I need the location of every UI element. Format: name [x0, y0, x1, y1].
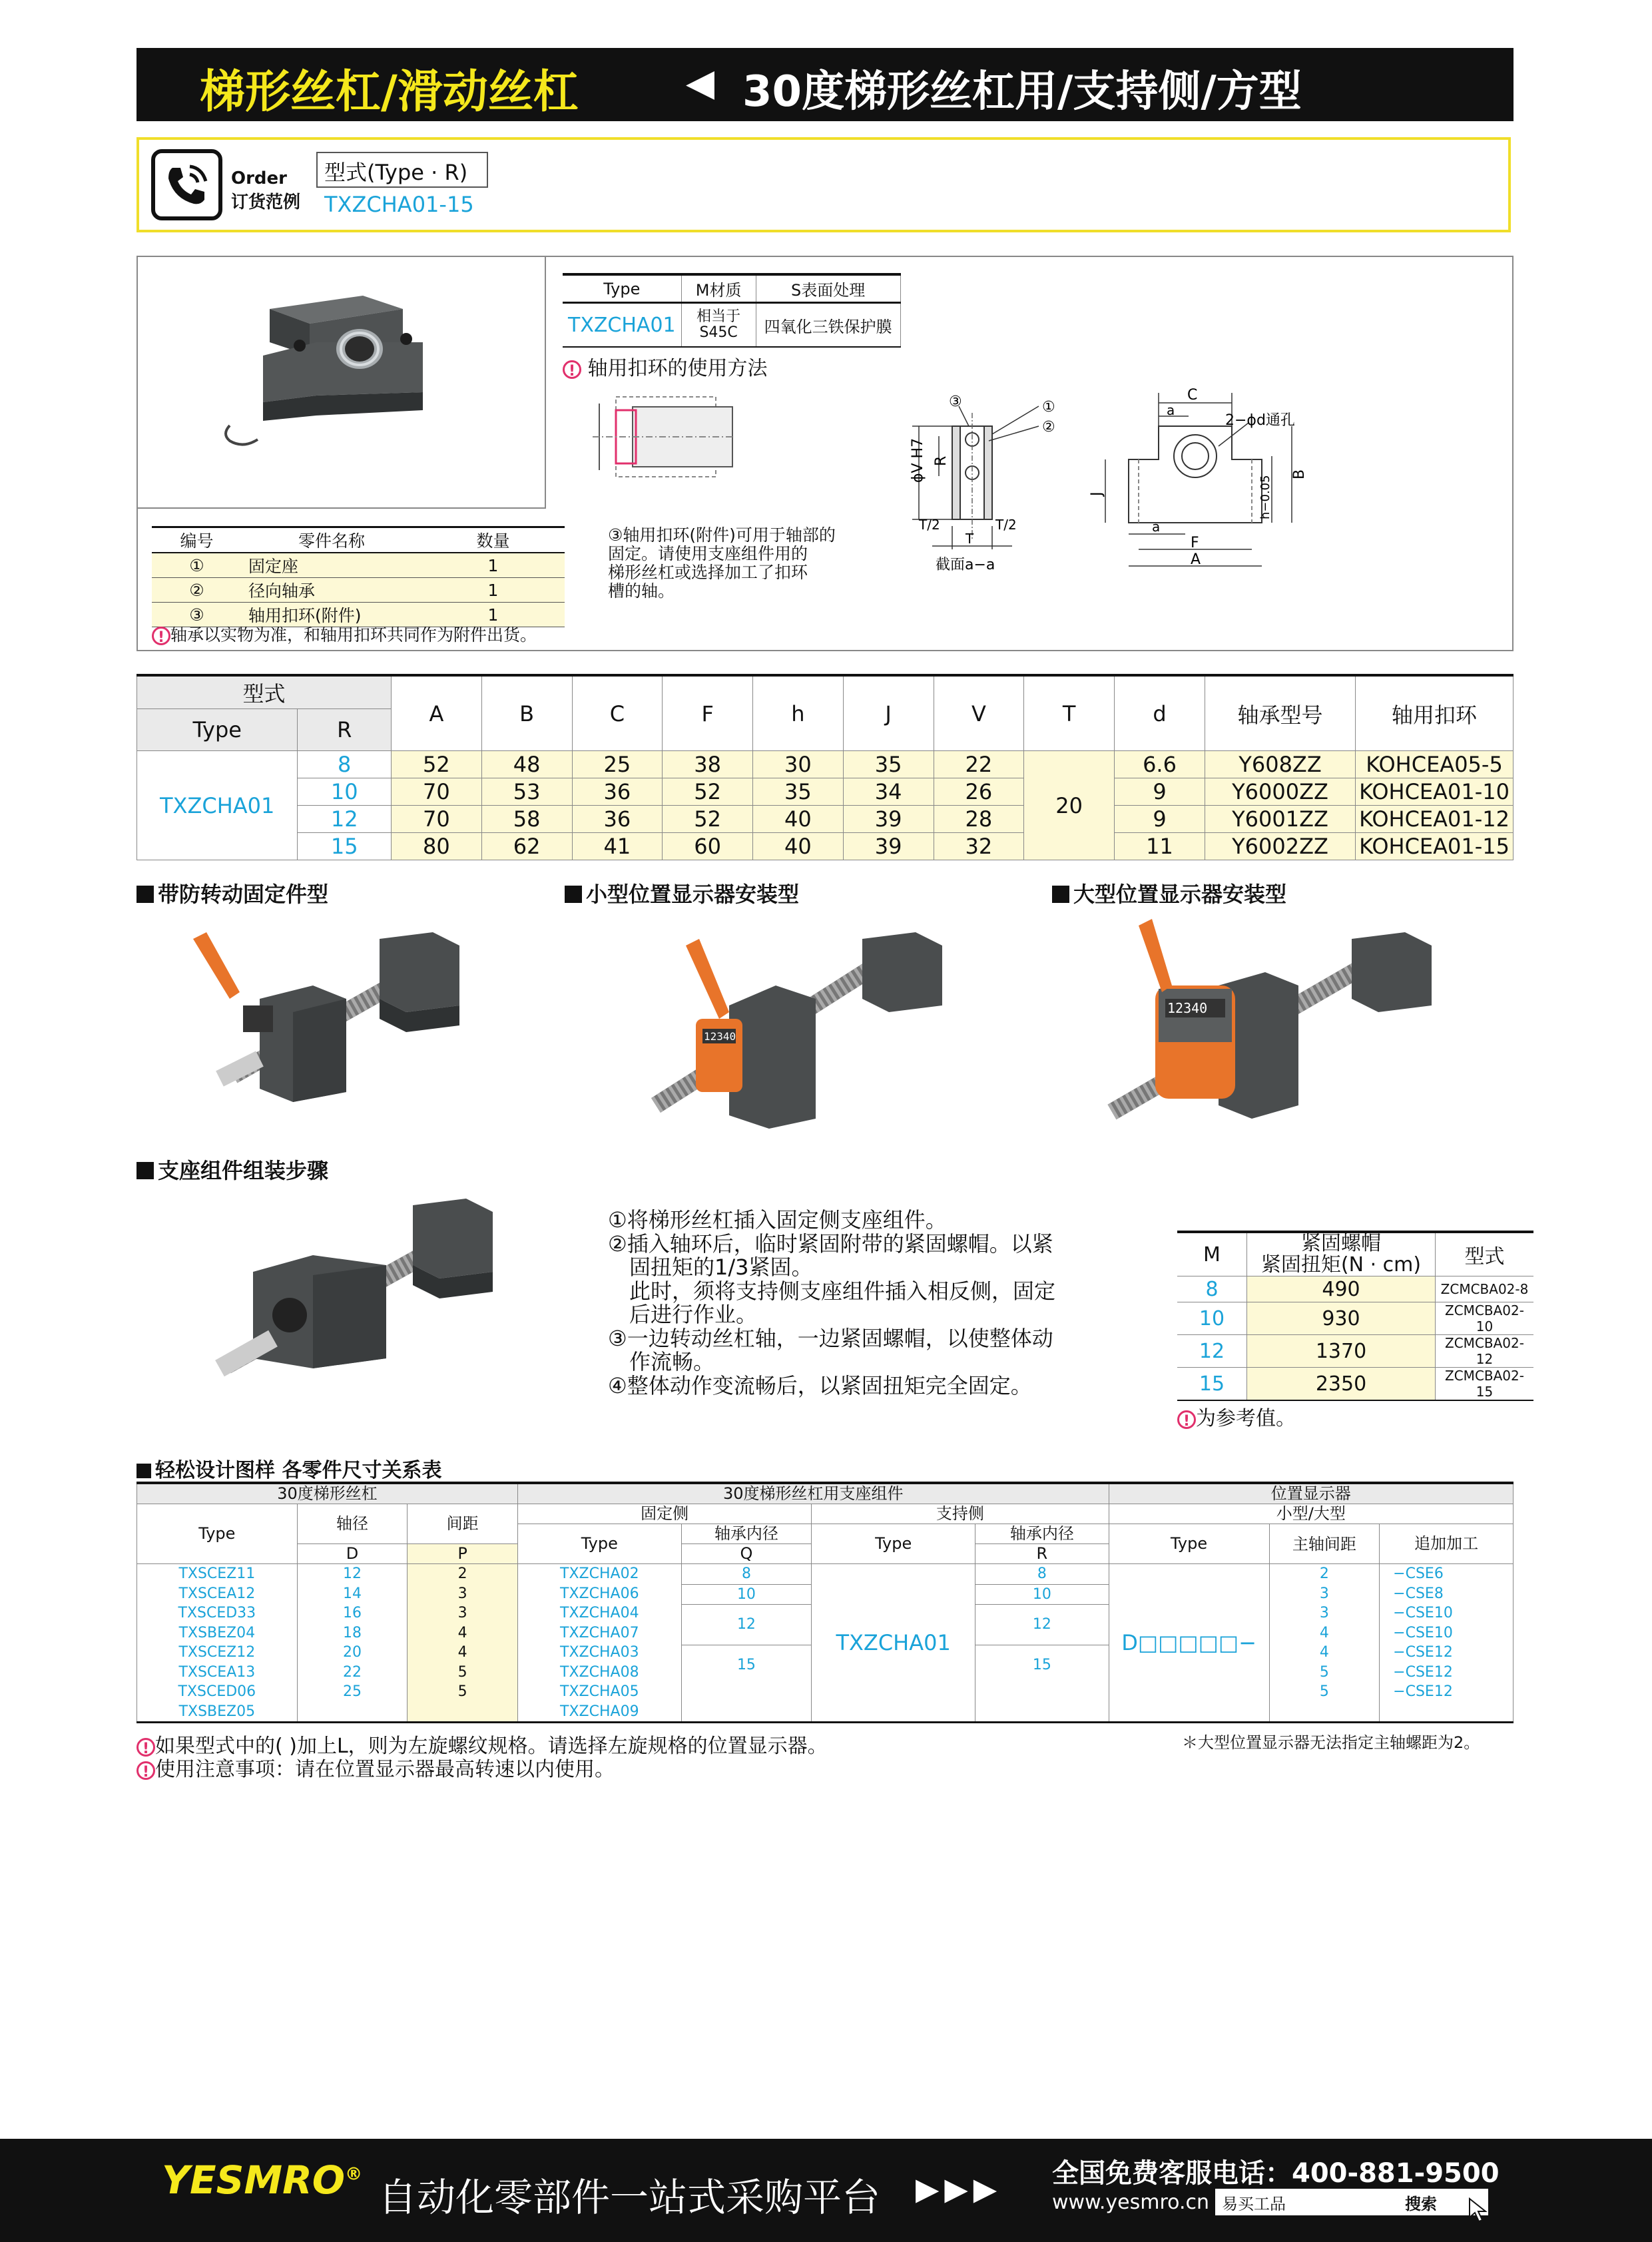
- table-row: TXZCHA01 8 52 48 25 38 30 35 22 20 6.6 Y608ZZ KOHCEA05-5: [137, 751, 1514, 778]
- parts-header-no: 编号: [152, 527, 242, 553]
- parts-table: [152, 526, 565, 627]
- front-view-drawing: [1089, 386, 1332, 579]
- order-example: TXZCHA01-15: [324, 192, 474, 217]
- table-row: 12 70 58 36 52 40 39 28 9 Y6001ZZ KOHCEA01-12: [137, 806, 1514, 833]
- table-row: 15 2350 ZCMCBA02-15: [1177, 1368, 1533, 1401]
- table-row: ② 径向轴承 1: [152, 578, 565, 603]
- list-item: 后进行作业。: [608, 1302, 758, 1327]
- footer-search-input[interactable]: 易买工品: [1222, 2195, 1286, 2213]
- display-digits-small: 12340: [704, 1030, 736, 1043]
- label-section: 截面a−a: [936, 557, 995, 573]
- footer-slogan: 自动化零部件一站式采购平台: [378, 2175, 881, 2220]
- header-r: R: [298, 709, 392, 751]
- label-t: T: [965, 531, 974, 547]
- dim-t: 20: [1024, 751, 1115, 860]
- variant-image-3: [1099, 919, 1445, 1139]
- parts-header-name: 零件名称: [242, 527, 421, 553]
- page-subtitle: 30度梯形丝杠用/支持侧/方型: [742, 67, 1302, 117]
- order-type-label: 型式(Type · R): [316, 152, 488, 188]
- left-arrow-icon: ◀: [686, 61, 715, 105]
- label-f: F: [1191, 535, 1199, 551]
- design-group-screw: 30度梯形丝杠: [137, 1483, 518, 1504]
- list-item: 此时，须将支持侧支座组件插入相反侧，固定: [608, 1278, 1056, 1304]
- dimension-table: 型式 A B C F h J V T d 轴承型号 轴用扣环 Type R TXZCHA01 8 52 48 25 38 30 35 22 20 6.6 Y608ZZ KOHCEA05-5 10 70 53 36 52 35 34 26 9 Y6000ZZ KOHCEA01-10 12 70 58 36 52 40 39 28 9 Y6001ZZ KOHCEA01-12 15 80 62 41 60 40 39 32 11 Y6002ZZ KOHCEA01-15: [137, 674, 1514, 860]
- variant-title-3: 大型位置显示器安装型: [1052, 878, 1286, 908]
- footer-phone: 全国免费客服电话：400-881-9500: [1052, 2158, 1500, 2189]
- design-group-support: 30度梯形丝杠用支座组件: [517, 1483, 1109, 1504]
- footer-url[interactable]: www.yesmro.cn: [1052, 2191, 1210, 2214]
- list-item: 固扭矩的1/3紧固。: [608, 1255, 813, 1280]
- table-row: ③ 轴用扣环(附件) 1: [152, 603, 565, 627]
- warning-icon: !: [563, 360, 581, 379]
- square-bullet-icon: [137, 886, 154, 903]
- usage-note: ③轴用扣环(附件)可用于轴部的 固定。请使用支座组件用的 梯形丝杠或选择加工了扣环 槽的轴。: [608, 525, 836, 601]
- warning-icon: !: [137, 1738, 155, 1757]
- spec-header-type: Type: [563, 274, 681, 303]
- cursor-icon: [1468, 2197, 1488, 2224]
- assembly-steps: [608, 1209, 1055, 1398]
- assembly-image: [200, 1192, 533, 1392]
- variant-title-1: 带防转动固定件型: [137, 878, 328, 908]
- warning-icon: !: [152, 627, 170, 645]
- variant-title-2: 小型位置显示器安装型: [565, 878, 799, 908]
- table-row: 10 930 ZCMCBA02-10: [1177, 1302, 1533, 1335]
- list-item: ①将梯形丝杠插入固定侧支座组件。: [608, 1207, 947, 1233]
- square-bullet-icon: [565, 886, 582, 903]
- table-row: 8 490 ZCMCBA02-8: [1177, 1276, 1533, 1302]
- usage-title: ! 轴用扣环的使用方法: [563, 352, 768, 381]
- spec-material: 相当于 S45C: [681, 303, 756, 348]
- dim-type: TXZCHA01: [137, 751, 298, 860]
- callout-2: ②: [1042, 419, 1055, 435]
- extras: −CSE6 −CSE8 −CSE10 −CSE10 −CSE12 −CSE12 −CSE12: [1380, 1564, 1514, 1723]
- list-item: ④整体动作变流畅后，以紧固扭矩完全固定。: [608, 1372, 1032, 1398]
- spec-type: TXZCHA01: [563, 303, 681, 348]
- warning-icon: !: [137, 1761, 155, 1780]
- spec-table: [563, 273, 901, 348]
- torque-header-type: 型式: [1436, 1232, 1534, 1276]
- parts-header-qty: 数量: [421, 527, 565, 553]
- square-bullet-icon: [137, 1162, 154, 1179]
- footer-arrows-icon: ▶▶▶: [916, 2171, 1003, 2207]
- callout-1: ①: [1042, 399, 1055, 416]
- display-digits-large: 12340: [1167, 1000, 1208, 1016]
- display-type: D□□□□□−: [1109, 1564, 1269, 1723]
- label-v: ϕV H7: [910, 437, 926, 483]
- fixed-types: TXZCHA02 TXZCHA06 TXZCHA04 TXZCHA07 TXZCHA03 TXZCHA08 TXZCHA05 TXZCHA09: [517, 1564, 681, 1723]
- label-r: R: [933, 455, 950, 466]
- header-type-cn: 型式: [137, 675, 392, 709]
- torque-header-m: M: [1177, 1232, 1247, 1276]
- square-bullet-icon: [1052, 886, 1069, 903]
- label-t2b: T/2: [995, 517, 1017, 533]
- spec-header-surface: S表面处理: [756, 274, 900, 303]
- torque-table: [1177, 1231, 1533, 1401]
- assembly-title: 支座组件组装步骤: [137, 1154, 328, 1185]
- spec-surface: 四氧化三铁保护膜: [756, 303, 900, 348]
- phone-icon: [151, 149, 222, 220]
- torque-note: ! 为参考值。: [1177, 1402, 1296, 1431]
- spec-header-material: M材质: [681, 274, 756, 303]
- footer-logo: YESMRO®: [162, 2157, 363, 2203]
- design-title: 轻松设计图样 各零件尺寸关系表: [137, 1454, 441, 1483]
- parts-note: ! 轴承以实物为准，和轴用扣环共同作为附件出货。: [152, 622, 537, 646]
- callout-3: ③: [949, 394, 962, 410]
- design-note-3: ＊大型位置显示器无法指定主轴螺距为2。: [1182, 1733, 1480, 1752]
- label-h: h−0.05: [1258, 475, 1272, 519]
- label-a-top: a: [1167, 402, 1175, 418]
- order-label-en: Order: [231, 168, 287, 188]
- support-type: TXZCHA01: [812, 1564, 975, 1723]
- variant-image-2: [643, 919, 989, 1139]
- support-bearing-r: 8 10 12 15: [975, 1564, 1109, 1723]
- table-row: 15 80 62 41 60 40 39 32 11 Y6002ZZ KOHCEA01-15: [137, 833, 1514, 860]
- pitch-values: 2 3 3 4 4 5 5: [408, 1564, 518, 1723]
- footer-search-button[interactable]: 搜索: [1405, 2195, 1437, 2213]
- table-row: ① 固定座 1: [152, 553, 565, 578]
- shaft-diameters: 12 14 16 18 20 22 25: [297, 1564, 408, 1723]
- square-bullet-icon: [137, 1464, 151, 1478]
- design-group-display: 位置显示器: [1109, 1483, 1513, 1504]
- label-b: B: [1291, 469, 1308, 479]
- label-hole: 2−ϕd通孔: [1225, 412, 1295, 429]
- table-row: 12 1370 ZCMCBA02-12: [1177, 1335, 1533, 1368]
- screw-types: TXSCEZ11 TXSCEA12 TXSCED33 TXSBEZ04 TXSCEZ12 TXSCEA13 TXSCED06 TXSBEZ05: [137, 1564, 298, 1723]
- usage-sketch: [586, 384, 732, 490]
- order-label-cn: 订货范例: [231, 192, 301, 212]
- label-a-bottom: a: [1152, 519, 1161, 535]
- label-a-total: A: [1191, 551, 1201, 568]
- header-type-en: Type: [137, 709, 298, 751]
- design-note-2: ! 使用注意事项：请在位置显示器最高转速以内使用。: [137, 1753, 615, 1782]
- section-drawing: [872, 386, 1072, 573]
- variant-image-1: [180, 919, 499, 1112]
- label-t2a: T/2: [919, 517, 940, 533]
- design-note-1: ! 如果型式中的( )加上L，则为左旋螺纹规格。请选择左旋规格的位置显示器。: [137, 1729, 828, 1759]
- fixed-bearing-q: 8 10 12 15: [681, 1564, 812, 1723]
- label-c: C: [1187, 387, 1198, 404]
- warning-icon: !: [1177, 1410, 1196, 1429]
- torque-header-torque: 紧固螺帽 紧固扭矩(N · cm): [1247, 1232, 1436, 1276]
- design-table: 30度梯形丝杠 30度梯形丝杠用支座组件 位置显示器 Type 轴径 间距 固定侧 支持侧 小型/大型 Type 轴承内径 Type 轴承内径 Type 主轴间距 追加加工 D P Q R TXSCEZ11 TXSCEA12 TXSCED33 TXSBEZ04 TXSCEZ12 TXSCEA13 TXSCED06 TXSBEZ05 12 14 16 18 20 22 25 2 3 3 4 4 5 5 TXZCHA02 TXZCHA06 TXZCHA04 TXZCHA07 TXZCHA03 TXZCHA08 TXZCHA05 TXZCHA09 8 10 12 15 TXZCHA01 8 10 12 15 D□□□□□− 2 3 3 4 4 5 5 −CSE6 −CSE8 −CSE10 −CSE10 −CSE12 −CSE12 −CSE12: [137, 1482, 1514, 1723]
- list-item: ③一边转动丝杠轴，一边紧固螺帽，以使整体动: [608, 1325, 1053, 1351]
- main-pitches: 2 3 3 4 4 5 5: [1269, 1564, 1380, 1723]
- list-item: 作流畅。: [608, 1349, 715, 1374]
- page-title: 梯形丝杠/滑动丝杠: [200, 66, 579, 119]
- label-j: J: [1089, 491, 1105, 496]
- product-photo: [137, 256, 546, 509]
- list-item: ②插入轴环后，临时紧固附带的紧固螺帽。以紧: [608, 1231, 1053, 1257]
- table-row: 10 70 53 36 52 35 34 26 9 Y6000ZZ KOHCEA01-10: [137, 778, 1514, 806]
